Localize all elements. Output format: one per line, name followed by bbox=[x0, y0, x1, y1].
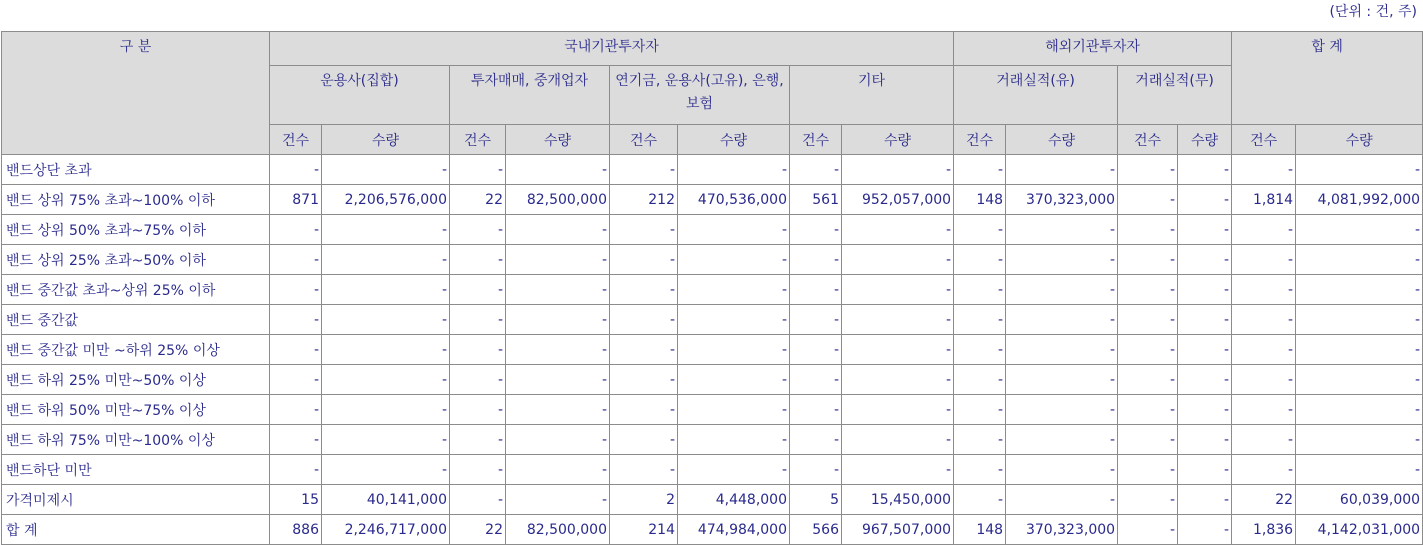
count-cell: - bbox=[610, 215, 678, 245]
row-label: 밴드 상위 75% 초과~100% 이하 bbox=[2, 185, 270, 215]
count-cell: - bbox=[790, 395, 842, 425]
quantity-cell: - bbox=[678, 305, 790, 335]
quantity-cell: - bbox=[1006, 215, 1118, 245]
quantity-cell: - bbox=[1178, 245, 1232, 275]
quantity-cell: - bbox=[322, 305, 450, 335]
quantity-column-header: 수량 bbox=[1006, 125, 1118, 155]
count-cell: - bbox=[450, 275, 506, 305]
count-cell: - bbox=[1118, 215, 1178, 245]
quantity-cell: - bbox=[506, 155, 610, 185]
quantity-cell: - bbox=[842, 155, 954, 185]
row-label: 가격미제시 bbox=[2, 485, 270, 515]
count-cell: 2 bbox=[610, 485, 678, 515]
category-header: 구 분 bbox=[2, 32, 270, 155]
quantity-cell: - bbox=[1178, 335, 1232, 365]
quantity-cell: - bbox=[1178, 275, 1232, 305]
quantity-cell: - bbox=[678, 215, 790, 245]
count-cell: - bbox=[1232, 215, 1296, 245]
count-cell: - bbox=[1232, 455, 1296, 485]
quantity-cell: 40,141,000 bbox=[322, 485, 450, 515]
quantity-cell: - bbox=[1178, 455, 1232, 485]
count-cell: - bbox=[610, 305, 678, 335]
table-row bbox=[2, 335, 1423, 365]
sub-header-brokerage: 투자매매, 중개업자 bbox=[450, 66, 610, 125]
count-column-header: 건수 bbox=[610, 125, 678, 155]
count-cell: - bbox=[1118, 275, 1178, 305]
count-cell: 566 bbox=[790, 515, 842, 545]
count-cell: - bbox=[1118, 335, 1178, 365]
quantity-cell: - bbox=[842, 455, 954, 485]
quantity-cell: - bbox=[1296, 275, 1423, 305]
quantity-cell: 82,500,000 bbox=[506, 185, 610, 215]
count-cell: - bbox=[790, 425, 842, 455]
table-row bbox=[2, 215, 1423, 245]
count-cell: - bbox=[610, 455, 678, 485]
quantity-cell: - bbox=[1178, 485, 1232, 515]
count-cell: - bbox=[1118, 185, 1178, 215]
quantity-cell: - bbox=[1006, 425, 1118, 455]
count-cell: - bbox=[450, 485, 506, 515]
quantity-cell: - bbox=[506, 275, 610, 305]
quantity-cell: - bbox=[1178, 515, 1232, 545]
quantity-cell: 474,984,000 bbox=[678, 515, 790, 545]
quantity-cell: - bbox=[1178, 425, 1232, 455]
count-cell: - bbox=[954, 245, 1006, 275]
quantity-cell: - bbox=[1178, 395, 1232, 425]
quantity-cell: - bbox=[1296, 425, 1423, 455]
row-label: 밴드 하위 75% 미만~100% 이상 bbox=[2, 425, 270, 455]
count-cell: - bbox=[610, 245, 678, 275]
count-cell: 214 bbox=[610, 515, 678, 545]
count-cell: 22 bbox=[450, 515, 506, 545]
count-cell: - bbox=[954, 455, 1006, 485]
table-row bbox=[2, 185, 1423, 215]
count-cell: - bbox=[790, 245, 842, 275]
quantity-column-header: 수량 bbox=[842, 125, 954, 155]
quantity-cell: - bbox=[506, 215, 610, 245]
count-cell: - bbox=[450, 215, 506, 245]
count-cell: - bbox=[954, 155, 1006, 185]
quantity-cell: 370,323,000 bbox=[1006, 185, 1118, 215]
quantity-cell: - bbox=[506, 425, 610, 455]
count-cell: - bbox=[1118, 305, 1178, 335]
quantity-cell: - bbox=[1178, 215, 1232, 245]
count-cell: - bbox=[610, 425, 678, 455]
quantity-cell: - bbox=[322, 395, 450, 425]
sub-header-pension-bank-insurance: 연기금, 운용사(고유), 은행, 보험 bbox=[610, 66, 790, 125]
quantity-cell: 4,448,000 bbox=[678, 485, 790, 515]
count-cell: 22 bbox=[1232, 485, 1296, 515]
quantity-column-header: 수량 bbox=[678, 125, 790, 155]
table-row bbox=[2, 305, 1423, 335]
quantity-cell: - bbox=[842, 215, 954, 245]
quantity-cell: - bbox=[322, 425, 450, 455]
count-cell: - bbox=[954, 365, 1006, 395]
count-cell: - bbox=[450, 155, 506, 185]
quantity-cell: - bbox=[678, 425, 790, 455]
quantity-cell: - bbox=[842, 395, 954, 425]
quantity-cell: - bbox=[1006, 155, 1118, 185]
quantity-column-header: 수량 bbox=[1296, 125, 1423, 155]
total-header: 합 계 bbox=[1232, 32, 1423, 125]
count-column-header: 건수 bbox=[270, 125, 322, 155]
quantity-cell: - bbox=[506, 305, 610, 335]
quantity-cell: 2,246,717,000 bbox=[322, 515, 450, 545]
quantity-cell: - bbox=[1296, 155, 1423, 185]
table-row bbox=[2, 155, 1423, 185]
quantity-cell: - bbox=[322, 455, 450, 485]
quantity-cell: - bbox=[506, 245, 610, 275]
count-cell: 5 bbox=[790, 485, 842, 515]
quantity-cell: - bbox=[1006, 395, 1118, 425]
count-cell: - bbox=[1118, 245, 1178, 275]
quantity-column-header: 수량 bbox=[506, 125, 610, 155]
table-row bbox=[2, 425, 1423, 455]
count-column-header: 건수 bbox=[1118, 125, 1178, 155]
count-cell: 886 bbox=[270, 515, 322, 545]
row-label: 밴드 하위 25% 미만~50% 이상 bbox=[2, 365, 270, 395]
count-cell: - bbox=[954, 335, 1006, 365]
quantity-cell: - bbox=[678, 275, 790, 305]
quantity-cell: - bbox=[842, 275, 954, 305]
table-row bbox=[2, 455, 1423, 485]
quantity-cell: - bbox=[1296, 245, 1423, 275]
count-cell: 148 bbox=[954, 185, 1006, 215]
quantity-cell: - bbox=[322, 245, 450, 275]
count-cell: - bbox=[1118, 395, 1178, 425]
count-cell: - bbox=[1118, 455, 1178, 485]
count-cell: - bbox=[270, 395, 322, 425]
count-cell: 561 bbox=[790, 185, 842, 215]
count-cell: - bbox=[450, 245, 506, 275]
count-cell: - bbox=[1232, 395, 1296, 425]
sub-header-trading-record-yes: 거래실적(유) bbox=[954, 66, 1118, 125]
quantity-cell: - bbox=[1178, 305, 1232, 335]
quantity-cell: - bbox=[842, 245, 954, 275]
quantity-cell: 967,507,000 bbox=[842, 515, 954, 545]
count-cell: - bbox=[790, 335, 842, 365]
quantity-cell: - bbox=[678, 365, 790, 395]
quantity-cell: - bbox=[1296, 365, 1423, 395]
row-label: 밴드 중간값 bbox=[2, 305, 270, 335]
quantity-cell: 4,081,992,000 bbox=[1296, 185, 1423, 215]
count-cell: 871 bbox=[270, 185, 322, 215]
row-label: 밴드하단 미만 bbox=[2, 455, 270, 485]
quantity-cell: - bbox=[1296, 395, 1423, 425]
count-cell: 1,836 bbox=[1232, 515, 1296, 545]
count-cell: - bbox=[450, 335, 506, 365]
table-row bbox=[2, 515, 1423, 545]
quantity-cell: 2,206,576,000 bbox=[322, 185, 450, 215]
count-cell: - bbox=[790, 215, 842, 245]
sub-header-trading-record-no: 거래실적(무) bbox=[1118, 66, 1232, 125]
quantity-cell: - bbox=[322, 365, 450, 395]
count-cell: - bbox=[790, 365, 842, 395]
count-cell: - bbox=[954, 215, 1006, 245]
count-cell: - bbox=[270, 365, 322, 395]
count-cell: - bbox=[954, 485, 1006, 515]
quantity-cell: - bbox=[842, 335, 954, 365]
table-row bbox=[2, 485, 1423, 515]
count-cell: - bbox=[450, 455, 506, 485]
count-cell: - bbox=[450, 395, 506, 425]
row-label: 밴드 하위 50% 미만~75% 이상 bbox=[2, 395, 270, 425]
row-label: 합 계 bbox=[2, 515, 270, 545]
quantity-cell: - bbox=[1296, 335, 1423, 365]
count-cell: - bbox=[270, 335, 322, 365]
foreign-investor-header: 해외기관투자자 bbox=[954, 32, 1232, 66]
quantity-column-header: 수량 bbox=[1178, 125, 1232, 155]
quantity-cell: - bbox=[1006, 245, 1118, 275]
quantity-cell: 4,142,031,000 bbox=[1296, 515, 1423, 545]
count-cell: - bbox=[790, 455, 842, 485]
row-label: 밴드 상위 50% 초과~75% 이하 bbox=[2, 215, 270, 245]
count-cell: - bbox=[1118, 425, 1178, 455]
count-cell: - bbox=[1118, 155, 1178, 185]
count-cell: - bbox=[790, 155, 842, 185]
count-cell: - bbox=[790, 305, 842, 335]
count-cell: - bbox=[1118, 365, 1178, 395]
quantity-cell: 15,450,000 bbox=[842, 485, 954, 515]
quantity-cell: - bbox=[1296, 215, 1423, 245]
quantity-cell: - bbox=[1178, 365, 1232, 395]
count-cell: - bbox=[610, 335, 678, 365]
quantity-cell: 952,057,000 bbox=[842, 185, 954, 215]
count-cell: - bbox=[610, 155, 678, 185]
quantity-cell: 60,039,000 bbox=[1296, 485, 1423, 515]
quantity-cell: - bbox=[1006, 455, 1118, 485]
count-column-header: 건수 bbox=[790, 125, 842, 155]
quantity-cell: - bbox=[322, 275, 450, 305]
quantity-cell: - bbox=[322, 335, 450, 365]
quantity-cell: 370,323,000 bbox=[1006, 515, 1118, 545]
unit-note: (단위 : 건, 주) bbox=[1329, 4, 1417, 20]
quantity-cell: - bbox=[1006, 365, 1118, 395]
count-cell: 15 bbox=[270, 485, 322, 515]
count-cell: - bbox=[270, 425, 322, 455]
count-cell: - bbox=[1232, 425, 1296, 455]
quantity-cell: - bbox=[1006, 485, 1118, 515]
row-label: 밴드상단 초과 bbox=[2, 155, 270, 185]
count-cell: - bbox=[270, 245, 322, 275]
table-row bbox=[2, 395, 1423, 425]
count-cell: - bbox=[1232, 365, 1296, 395]
count-cell: - bbox=[270, 275, 322, 305]
quantity-cell: - bbox=[506, 365, 610, 395]
quantity-cell: - bbox=[1006, 305, 1118, 335]
domestic-investor-header: 국내기관투자자 bbox=[270, 32, 954, 66]
table-row bbox=[2, 275, 1423, 305]
count-cell: - bbox=[610, 395, 678, 425]
quantity-cell: - bbox=[1006, 335, 1118, 365]
quantity-cell: - bbox=[678, 395, 790, 425]
count-cell: - bbox=[1232, 245, 1296, 275]
count-cell: - bbox=[1118, 485, 1178, 515]
count-cell: - bbox=[270, 155, 322, 185]
quantity-cell: - bbox=[506, 335, 610, 365]
quantity-cell: - bbox=[1178, 155, 1232, 185]
quantity-column-header: 수량 bbox=[322, 125, 450, 155]
quantity-cell: - bbox=[1296, 305, 1423, 335]
count-column-header: 건수 bbox=[450, 125, 506, 155]
quantity-cell: - bbox=[506, 485, 610, 515]
count-cell: 212 bbox=[610, 185, 678, 215]
count-cell: - bbox=[954, 305, 1006, 335]
count-cell: - bbox=[270, 215, 322, 245]
table-row bbox=[2, 245, 1423, 275]
quantity-cell: - bbox=[678, 245, 790, 275]
quantity-cell: - bbox=[506, 455, 610, 485]
quantity-cell: - bbox=[1178, 185, 1232, 215]
count-cell: - bbox=[450, 425, 506, 455]
count-cell: - bbox=[954, 275, 1006, 305]
count-cell: - bbox=[1232, 155, 1296, 185]
quantity-cell: - bbox=[506, 395, 610, 425]
count-cell: - bbox=[790, 275, 842, 305]
count-cell: - bbox=[610, 275, 678, 305]
quantity-cell: - bbox=[678, 155, 790, 185]
quantity-cell: - bbox=[322, 215, 450, 245]
count-cell: - bbox=[450, 365, 506, 395]
quantity-cell: 82,500,000 bbox=[506, 515, 610, 545]
quantity-cell: - bbox=[842, 365, 954, 395]
count-cell: - bbox=[270, 305, 322, 335]
demand-forecast-table bbox=[1, 31, 1423, 545]
count-cell: - bbox=[1232, 335, 1296, 365]
count-cell: 148 bbox=[954, 515, 1006, 545]
row-label: 밴드 중간값 미만 ~하위 25% 이상 bbox=[2, 335, 270, 365]
count-column-header: 건수 bbox=[954, 125, 1006, 155]
count-column-header: 건수 bbox=[1232, 125, 1296, 155]
quantity-cell: - bbox=[842, 305, 954, 335]
count-cell: - bbox=[270, 455, 322, 485]
row-label: 밴드 중간값 초과~상위 25% 이하 bbox=[2, 275, 270, 305]
sub-header-collective-fund: 운용사(집합) bbox=[270, 66, 450, 125]
count-cell: 22 bbox=[450, 185, 506, 215]
count-cell: - bbox=[1232, 275, 1296, 305]
count-cell: 1,814 bbox=[1232, 185, 1296, 215]
count-cell: - bbox=[1118, 515, 1178, 545]
count-cell: - bbox=[450, 305, 506, 335]
sub-header-other: 기타 bbox=[790, 66, 954, 125]
table-row bbox=[2, 365, 1423, 395]
quantity-cell: - bbox=[1006, 275, 1118, 305]
count-cell: - bbox=[1232, 305, 1296, 335]
quantity-cell: - bbox=[322, 155, 450, 185]
count-cell: - bbox=[610, 365, 678, 395]
count-cell: - bbox=[954, 425, 1006, 455]
quantity-cell: - bbox=[842, 425, 954, 455]
quantity-cell: - bbox=[678, 455, 790, 485]
count-cell: - bbox=[954, 395, 1006, 425]
quantity-cell: 470,536,000 bbox=[678, 185, 790, 215]
row-label: 밴드 상위 25% 초과~50% 이하 bbox=[2, 245, 270, 275]
quantity-cell: - bbox=[1296, 455, 1423, 485]
quantity-cell: - bbox=[678, 335, 790, 365]
